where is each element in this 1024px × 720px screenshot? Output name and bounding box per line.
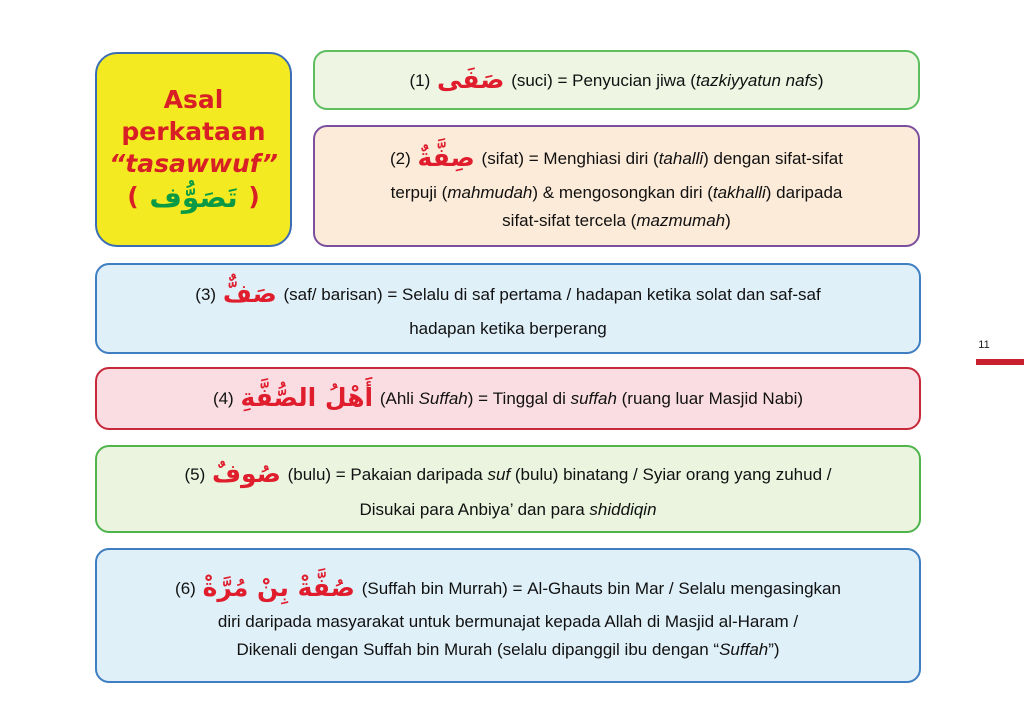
page-marker-bar bbox=[976, 359, 1024, 365]
italic-term: shiddiqin bbox=[589, 499, 657, 519]
definition-6-line-1 bbox=[175, 568, 841, 608]
item-number: (2) bbox=[390, 149, 411, 169]
definition-box-6 bbox=[95, 548, 921, 683]
title-arabic: تَصَوُّف bbox=[149, 180, 238, 214]
title-term: “tasawwuf” bbox=[109, 148, 278, 178]
definition-1-line bbox=[410, 59, 824, 102]
arabic-term: صَفٌّ bbox=[222, 278, 277, 308]
title-close-paren: ) bbox=[248, 181, 260, 211]
text: Disukai para Anbiya’ dan para bbox=[359, 499, 590, 519]
text: Dikenali dengan Suffah bin Murah (selalu dipanggil ibu dengan “ bbox=[236, 639, 720, 659]
text: (suci) = Penyucian jiwa ( bbox=[506, 70, 696, 90]
italic-term: suf bbox=[487, 465, 511, 485]
text: (ruang luar Masjid Nabi) bbox=[616, 389, 804, 409]
title-line-4 bbox=[127, 180, 260, 216]
item-number: (1) bbox=[409, 70, 431, 90]
italic-term: tahalli bbox=[658, 149, 704, 169]
text: (saf/ barisan) = Selalu di saf pertama / hadapan ketika solat dan saf-saf bbox=[278, 284, 821, 304]
italic-term: Suffah bbox=[719, 639, 769, 659]
italic-term: mazmumah bbox=[636, 210, 726, 230]
text: (Suffah bin Murrah) = Al-Ghauts bin Mar / Selalu mengasingkan bbox=[356, 579, 841, 599]
page-number: 11 bbox=[978, 339, 990, 351]
text: (Ahli bbox=[375, 389, 419, 409]
definition-box-5 bbox=[95, 445, 921, 533]
definition-6-line-3 bbox=[236, 636, 779, 663]
arabic-term: صَفَى bbox=[437, 64, 505, 94]
definition-5-line-2 bbox=[359, 496, 656, 525]
definition-box-1 bbox=[313, 50, 920, 110]
item-number: (5) bbox=[184, 465, 206, 485]
item-number: (6) bbox=[175, 579, 196, 599]
definition-2-line-1 bbox=[390, 137, 843, 178]
title-line-3 bbox=[109, 148, 278, 180]
italic-term: takhalli bbox=[712, 182, 766, 202]
title-open-paren: ( bbox=[127, 181, 139, 211]
arabic-term: أَهْلُ الصُّفَّةِ bbox=[240, 383, 374, 413]
definition-2-line-2 bbox=[391, 179, 843, 207]
text: sifat-sifat tercela ( bbox=[502, 210, 637, 230]
text: ) bbox=[725, 210, 731, 230]
italic-term: suffah bbox=[570, 389, 617, 409]
title-line-1: Asal bbox=[163, 84, 224, 114]
text: (bulu) binatang / Syiar orang yang zuhud / bbox=[510, 465, 832, 485]
definition-box-4 bbox=[95, 367, 921, 430]
text: ) bbox=[817, 70, 824, 90]
italic-term: mahmudah bbox=[447, 182, 533, 202]
text: ”) bbox=[768, 639, 780, 659]
definition-box-2 bbox=[313, 125, 920, 247]
title-line-2: perkataan bbox=[121, 116, 266, 146]
title-box bbox=[95, 52, 292, 247]
definition-3-line-2: hadapan ketika berperang bbox=[409, 319, 607, 339]
text: ) & mengosongkan diri ( bbox=[532, 182, 713, 202]
definition-5-line-1 bbox=[184, 453, 831, 496]
definition-2-line-3 bbox=[502, 207, 731, 235]
text: ) = Tinggal di bbox=[467, 389, 571, 409]
arabic-term: صُوفٌ bbox=[212, 459, 281, 489]
italic-term: tazkiyyatun nafs bbox=[695, 70, 818, 90]
item-number: (3) bbox=[195, 284, 217, 304]
text: ) daripada bbox=[765, 182, 843, 202]
item-number: (4) bbox=[212, 389, 234, 409]
definition-3-line-1 bbox=[195, 273, 820, 316]
arabic-term: صُفَّةْ بِنْ مُرَّةْ bbox=[202, 573, 355, 603]
text: (sifat) = Menghiasi diri ( bbox=[476, 149, 659, 169]
definition-box-3 bbox=[95, 263, 921, 354]
text: terpuji ( bbox=[390, 182, 448, 202]
italic-term: Suffah bbox=[418, 389, 468, 409]
text: (bulu) = Pakaian daripada bbox=[282, 465, 488, 485]
definition-4-line bbox=[213, 377, 803, 420]
definition-6-line-2: diri daripada masyarakat untuk bermunajat kepada Allah di Masjid al-Haram / bbox=[217, 612, 799, 632]
arabic-term: صِفَّةٌ bbox=[417, 143, 475, 173]
text: ) dengan sifat-sifat bbox=[703, 149, 843, 169]
